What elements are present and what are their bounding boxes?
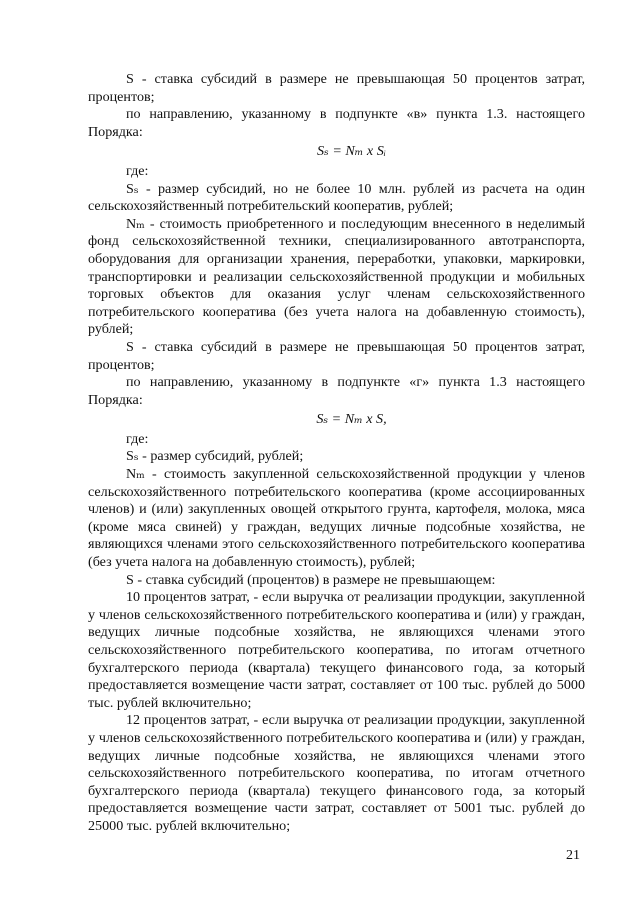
paragraph: Nₘ - стоимость закупленной сельскохозяйственной продукции у членов сельскохозяйственного потребительского кооператива (кроме ассоциированных членов) и (или) закупленных овощей открытого грунта, картофеля, молока, мяса (кроме мяса свиней) у граждан, ведущих личные подсобные хозяйства, не являющихся членами этого сельскохозяйственного потребительского кооператива (без учета налога на добавленную стоимость), рублей; xyxy=(88,466,585,571)
document-body xyxy=(88,71,585,836)
page-number: 21 xyxy=(566,848,580,863)
paragraph: 10 процентов затрат, - если выручка от реализации продукции, закупленной у членов сельскохозяйственного потребительского кооператива и (или) у граждан, ведущих личные подсобные хозяйства, не являющихся членами этого сельскохозяйственного потребительского кооператива, по итогам отчетного бухгалтерского периода (квартала) текущего финансового года, за который предоставляется возмещение части затрат, составляет от 100 тыс. рублей до 5000 тыс. рублей включительно; xyxy=(88,589,585,711)
paragraph: 12 процентов затрат, - если выручка от реализации продукции, закупленной у членов сельскохозяйственного потребительского кооператива и (или) у граждан, ведущих личные подсобные хозяйства, не являющихся членами этого сельскохозяйственного потребительского кооператива, по итогам отчетного бухгалтерского периода (квартала) текущего финансового года, за который предоставляется возмещение части затрат, составляет от 5001 тыс. рублей до 25000 тыс. рублей включительно; xyxy=(88,712,585,834)
paragraph: где: xyxy=(126,430,149,447)
paragraph: Nₘ - стоимость приобретенного и последующим внесенного в неделимый фонд сельскохозяйственной техники, специализированного автотранспорта, оборудования для организации хранения, переработки, упаковки, маркировки, транспортировки и реализации сельскохозяйственной продукции и мобильных торговых объектов для оказания услуг членам сельскохозяйственного потребительского кооператива (без учета налога на добавленную стоимость), рублей; xyxy=(88,215,585,338)
formula: Sₛ = Nₘ x S, xyxy=(316,411,387,428)
paragraph: по направлению, указанному в подпункте «в» пункта 1.3. настоящего Порядка: xyxy=(88,106,585,140)
formula: Sₛ = Nₘ x Sᵢ xyxy=(317,143,386,160)
paragraph: S - ставка субсидий (процентов) в размере не превышающем: xyxy=(126,571,496,588)
paragraph: Sₛ - размер субсидий, но не более 10 млн. рублей из расчета на один сельскохозяйственный потребительский кооператив, рублей; xyxy=(88,180,585,215)
paragraph: где: xyxy=(126,162,149,179)
paragraph: по направлению, указанному в подпункте «г» пункта 1.3 настоящего Порядка: xyxy=(88,374,585,408)
paragraph: S - ставка субсидий в размере не превышающая 50 процентов затрат, процентов; xyxy=(88,71,585,105)
paragraph: S - ставка субсидий в размере не превышающая 50 процентов затрат, процентов; xyxy=(88,338,585,373)
paragraph: Sₛ - размер субсидий, рублей; xyxy=(126,448,304,465)
